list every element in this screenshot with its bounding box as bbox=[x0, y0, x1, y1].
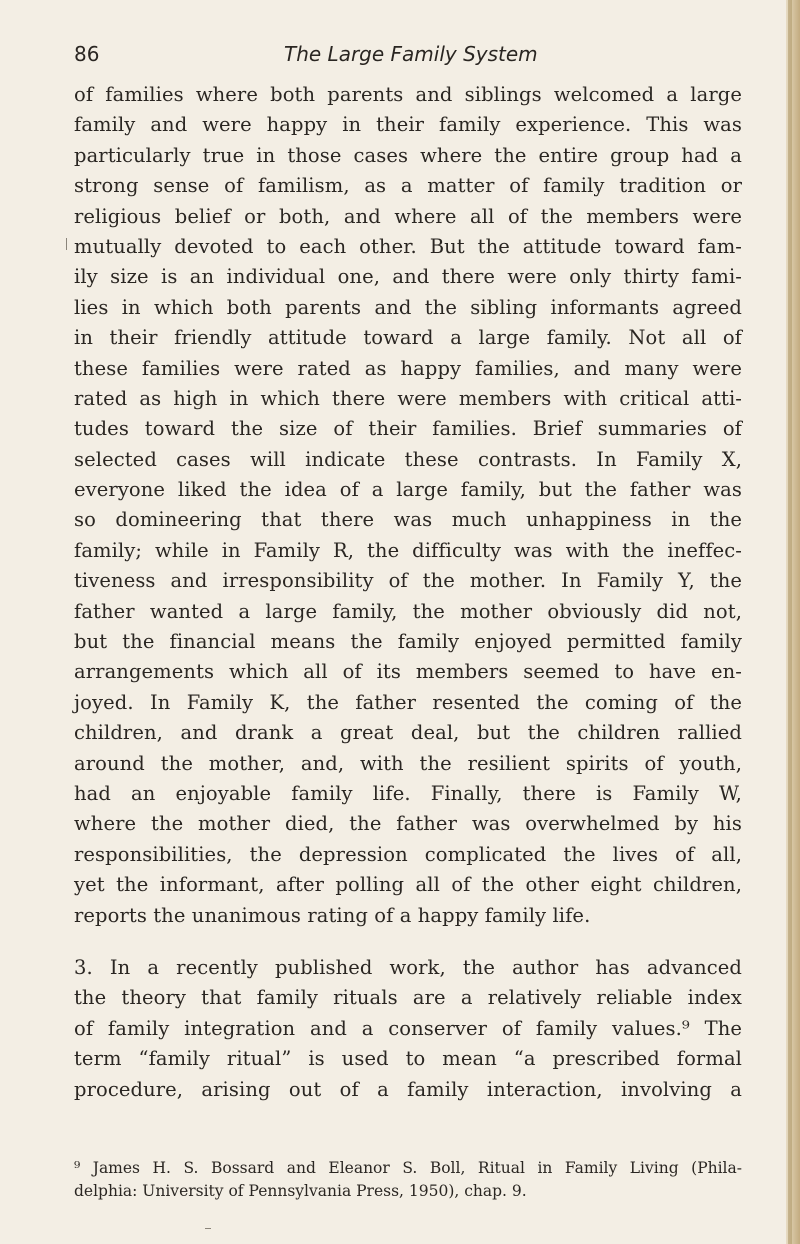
footnote-line: delphia: University of Pennsylvania Press, 1950), chap. 9. bbox=[74, 1182, 527, 1200]
text-line: but the financial means the family enjoyed permitted family bbox=[74, 630, 742, 654]
text-line: ily size is an individual one, and there were only thirty fami- bbox=[74, 265, 742, 289]
footnote bbox=[74, 1157, 742, 1203]
text-line: children, and drank a great deal, but the children rallied bbox=[74, 721, 742, 745]
text-line: of families where both parents and siblings welcomed a large bbox=[74, 83, 742, 106]
text-line: had an enjoyable family life. Finally, there is Family W, bbox=[74, 781, 742, 805]
text-line: everyone liked the idea of a large family, but the father was bbox=[74, 478, 742, 502]
running-header bbox=[74, 42, 742, 72]
text-line: particularly true in those cases where the entire group had a bbox=[74, 143, 742, 167]
page-mark bbox=[205, 1228, 211, 1229]
text-line: strong sense of familism, as a matter of family tradition or bbox=[74, 174, 742, 198]
running-title: The Large Family System bbox=[284, 42, 538, 66]
text-line: selected cases will indicate these contrasts. In Family X, bbox=[74, 447, 742, 471]
text-line: procedure, arising out of a family interaction, involving a bbox=[74, 1077, 742, 1101]
text-line: responsibilities, the depression complicated the lives of all, bbox=[74, 842, 742, 866]
text-line: the theory that family rituals are a relatively reliable index bbox=[74, 986, 742, 1010]
text-line: religious belief or both, and where all of the members were bbox=[74, 204, 742, 228]
text-line: reports the unanimous rating of a happy family life. bbox=[74, 903, 591, 927]
margin-mark bbox=[66, 238, 67, 250]
text-line: mutually devoted to each other. But the attitude toward fam- bbox=[74, 234, 742, 258]
text-line: 3. In a recently published work, the author has advanced bbox=[74, 955, 742, 979]
text-line: around the mother, and, with the resilient spirits of youth, bbox=[74, 751, 742, 775]
text-line: so domineering that there was much unhappiness in the bbox=[74, 508, 742, 532]
text-line: rated as high in which there were members with critical atti- bbox=[74, 386, 742, 410]
text-line: family; while in Family R, the difficulty was with the ineffec- bbox=[74, 538, 742, 562]
text-line: these families were rated as happy families, and many were bbox=[74, 356, 742, 380]
body-text bbox=[74, 80, 742, 1105]
text-line: arrangements which all of its members seemed to have en- bbox=[74, 660, 742, 684]
text-line: family and were happy in their family experience. This was bbox=[74, 113, 742, 137]
paragraph-gap bbox=[74, 931, 742, 953]
text-line: lies in which both parents and the sibling informants agreed bbox=[74, 295, 742, 319]
text-line: tudes toward the size of their families. Brief summaries of bbox=[74, 417, 742, 441]
text-line: term “family ritual” is used to mean “a prescribed formal bbox=[74, 1047, 742, 1071]
text-line: joyed. In Family K, the father resented the coming of the bbox=[74, 690, 742, 714]
text-line: in their friendly attitude toward a large family. Not all of bbox=[74, 326, 742, 350]
text-line: of family integration and a conserver of family values.⁹ The bbox=[74, 1016, 742, 1040]
spine-shadow bbox=[788, 0, 792, 1244]
text-line: where the mother died, the father was overwhelmed by his bbox=[74, 812, 742, 836]
page-number: 86 bbox=[74, 42, 100, 66]
text-line: yet the informant, after polling all of the other eight children, bbox=[74, 873, 742, 897]
text-line: tiveness and irresponsibility of the mother. In Family Y, the bbox=[74, 569, 742, 593]
text-line: father wanted a large family, the mother obviously did not, bbox=[74, 599, 742, 623]
footnote-line: ⁹ James H. S. Bossard and Eleanor S. Boll, Ritual in Family Living (Phila- bbox=[74, 1159, 742, 1177]
